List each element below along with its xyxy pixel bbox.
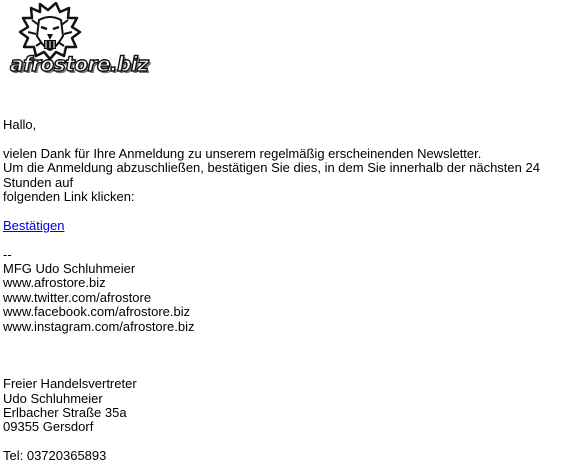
signature-facebook: www.facebook.com/afrostore.biz [3,304,191,320]
body-line: vielen Dank für Ihre Anmeldung zu unserem regelmäßig erscheinenden Newsletter. [3,145,482,161]
afrostore-logo [6,2,149,76]
address-title: Freier Handelsvertreter [3,376,137,392]
email-body [3,118,577,464]
address-street: Erlbacher Straße 35a [3,405,127,421]
confirm-link[interactable]: Bestätigen [3,217,65,233]
address-city: 09355 Gersdorf [3,419,94,435]
phone-number: Tel: 03720365893 [3,448,107,464]
signature-twitter: www.twitter.com/afrostore [3,289,152,305]
signature-separator: -- [3,246,12,262]
greeting: Hallo, [3,117,37,132]
address-name: Udo Schluhmeier [3,390,103,406]
signature-website: www.afrostore.biz [3,275,106,291]
signature-instagram: www.instagram.com/afrostore.biz [3,318,195,334]
logo-wordmark: afrostore.biz [10,52,149,76]
body-line: folgenden Link klicken: [3,189,135,205]
signature-name: MFG Udo Schluhmeier [3,261,136,277]
body-line: Um die Anmeldung abzuschließen, bestätigen Sie dies, in dem Sie innerhalb der nächsten 24 Stunden auf [3,160,540,190]
